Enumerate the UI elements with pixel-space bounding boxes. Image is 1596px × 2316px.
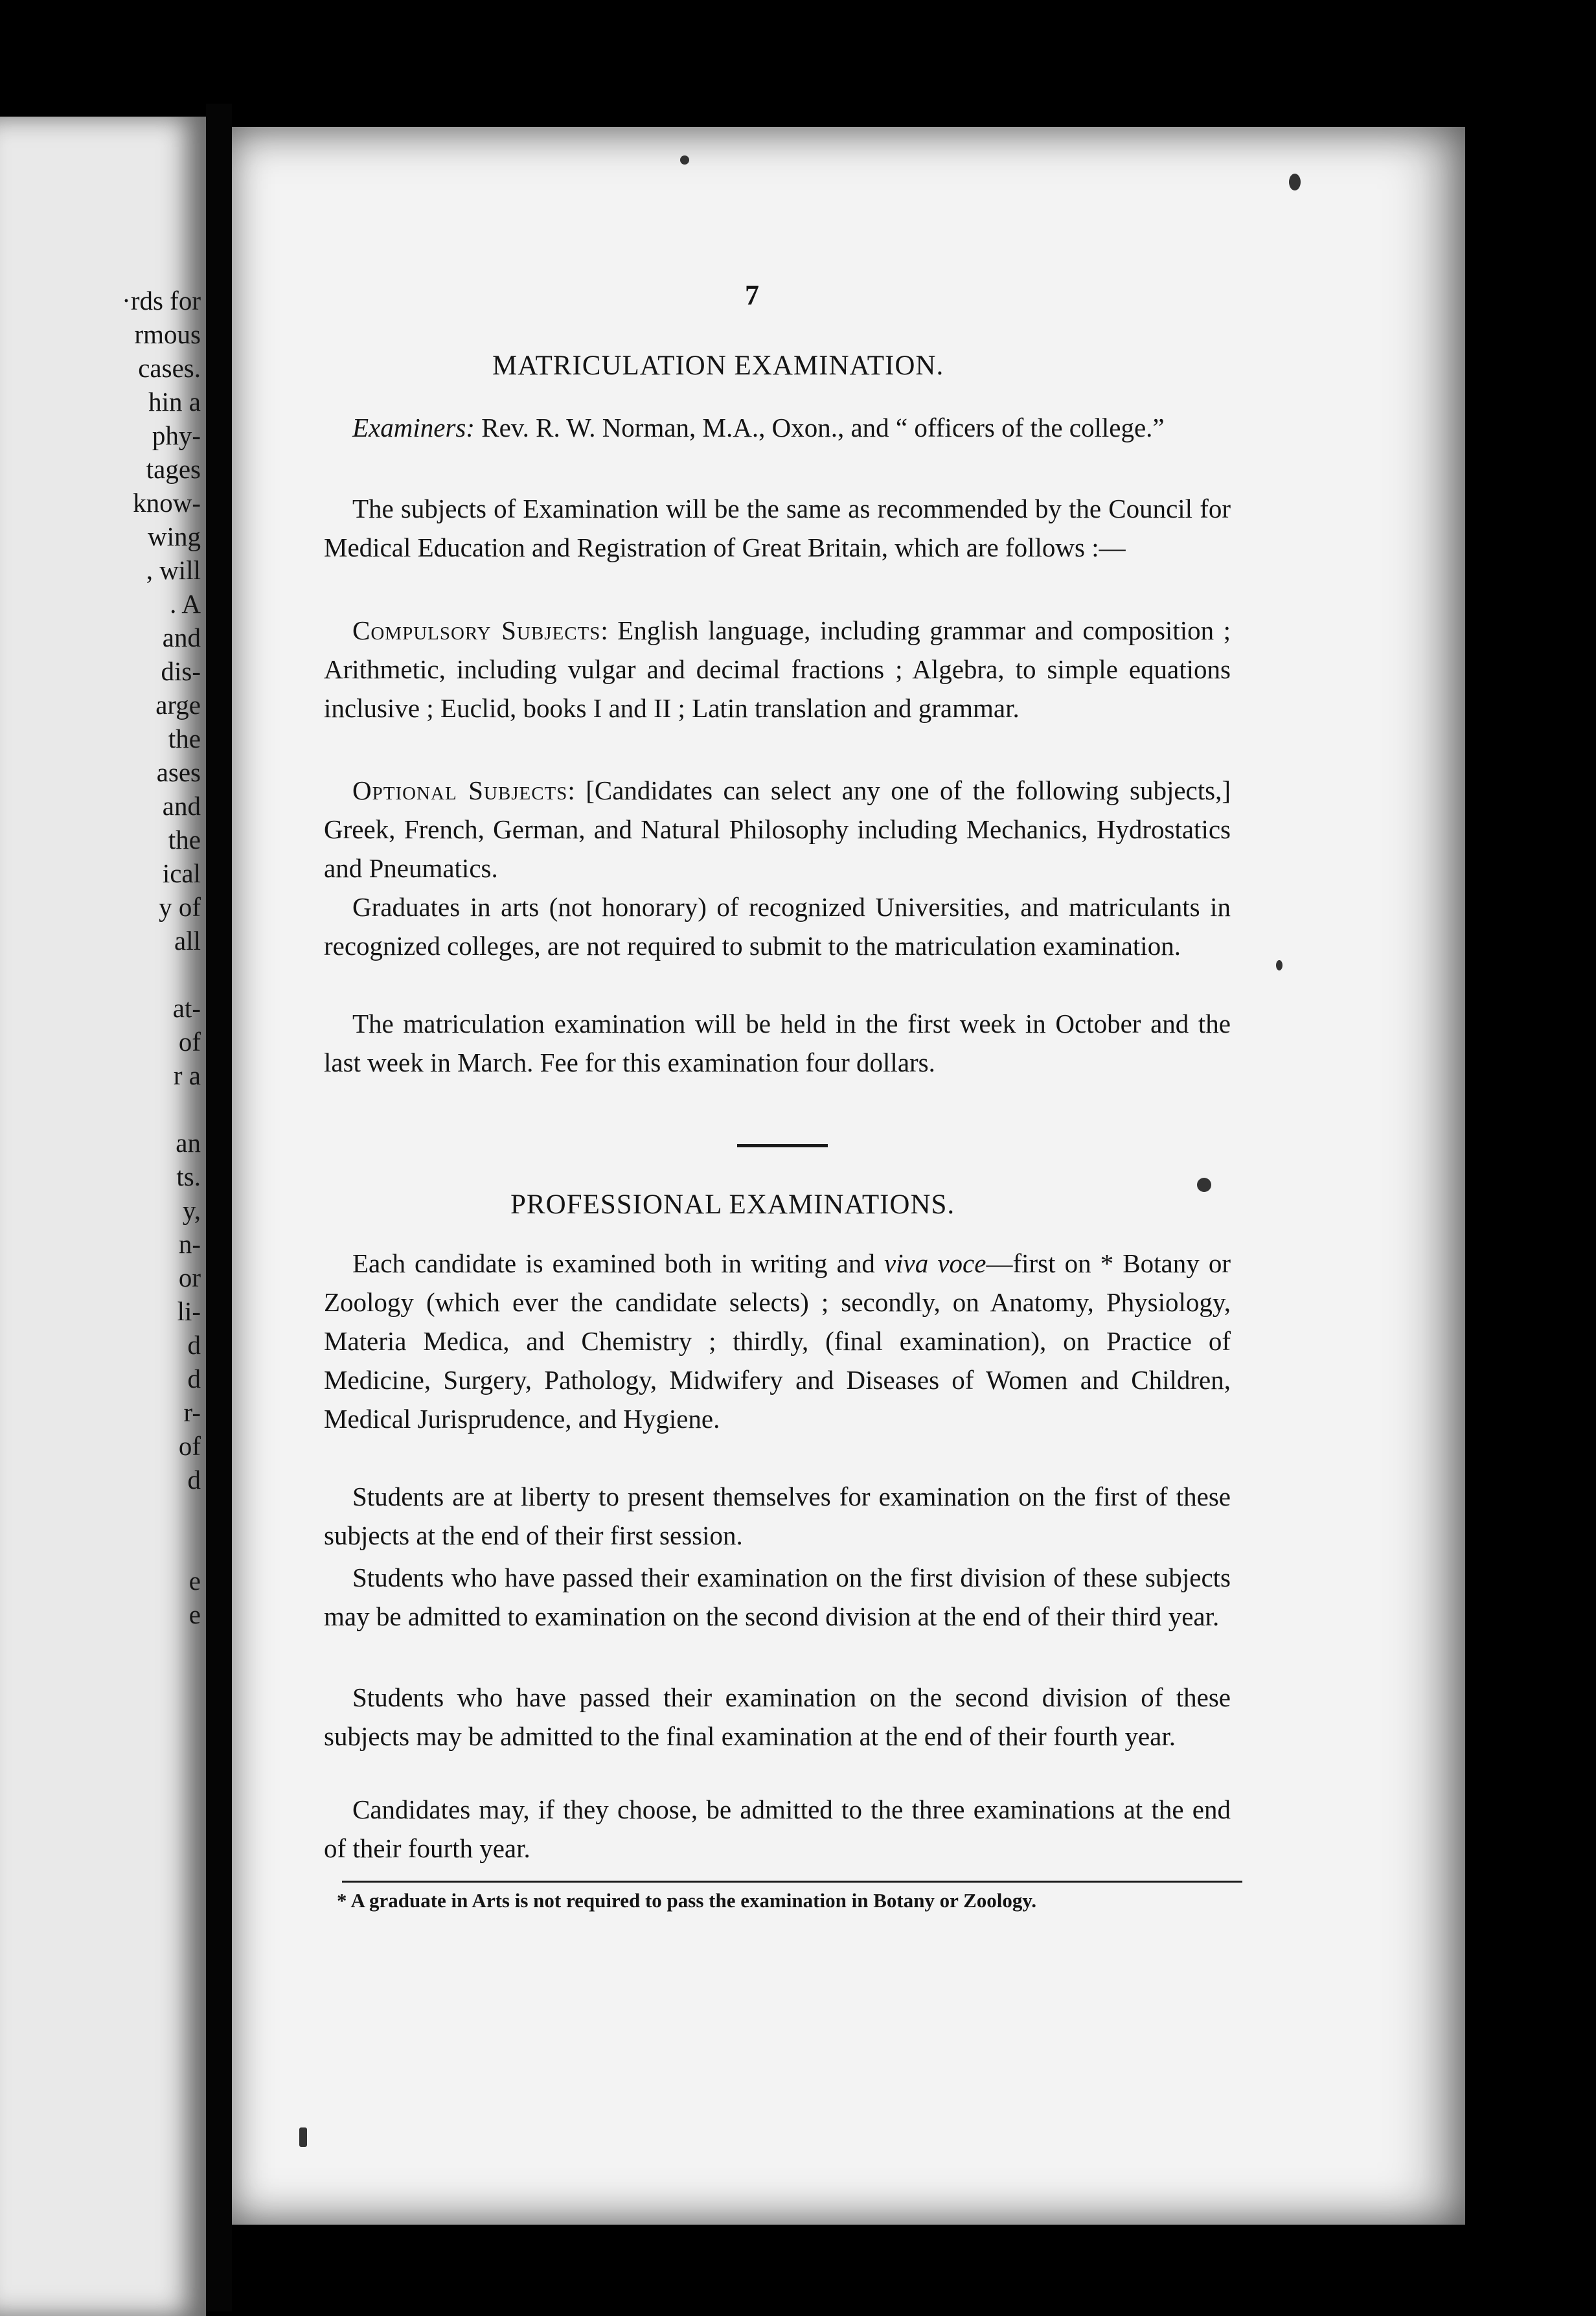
professional-paragraph-1 <box>324 1244 1231 1438</box>
scan-speck <box>1289 174 1301 190</box>
left-page-line: ases <box>156 757 201 787</box>
professional-paragraph-4: Students who have passed their examination on the second division of these subjects may be admitted to the final examination at the end of their fourth year. <box>324 1682 1231 1751</box>
examiners-label: Examiners: <box>352 413 475 442</box>
left-page-line: tages <box>146 454 201 484</box>
footnote-rule <box>342 1881 1242 1883</box>
left-page-line: dis- <box>161 656 201 686</box>
professional-paragraph-2: Students are at liberty to present themselves for examination on the first of these subjects at the end of their first session. <box>324 1482 1231 1550</box>
left-page-line: ·rds for <box>122 286 201 315</box>
optional-text: : [Candidates can select any one of the following subjects,] Greek, French, German, and Natural Philosophy including Mechanics, Hydrostatics and Pneumatics. <box>324 775 1231 883</box>
p1-italic: viva voce <box>884 1248 986 1278</box>
left-page-line: ts. <box>176 1162 201 1191</box>
left-page-line: . A <box>170 589 201 619</box>
left-page-line: y of <box>159 892 201 922</box>
graduates-paragraph: Graduates in arts (not honorary) of recognized Universities, and matriculants in recognized colleges, are not required to submit to the matriculation examination. <box>324 892 1231 961</box>
p1-rest: —first on * Botany or Zoology (which ever the candidate selects) ; secondly, on Anatomy, Physiology, Materia Medica, and Chemistry ; thirdly, (final examination), on Practice of Medicine, Surgery, Pathology, Midwifery and Diseases of Women and Children, Medical Jurisprudence, and Hygiene. <box>324 1248 1231 1434</box>
section-divider <box>737 1144 828 1147</box>
scan-speck <box>1276 960 1282 970</box>
left-page-line: r- <box>183 1397 201 1427</box>
left-page-line: an <box>176 1128 201 1158</box>
compulsory-text: : English language, including grammar and composition ; Arithmetic, including vulgar and decimal fractions ; Algebra, to simple equations inclusive ; Euclid, books I and II ; Latin translation and grammar. <box>324 615 1231 723</box>
left-page-line: rmous <box>134 319 201 349</box>
left-page-line: know- <box>133 488 201 518</box>
left-page-line: e <box>188 1566 201 1596</box>
left-page-line: d <box>187 1465 201 1495</box>
examiners-paragraph <box>324 408 1231 447</box>
p1-start: Each candidate is examined both in writing and <box>352 1248 884 1278</box>
left-page-line: li- <box>177 1296 201 1326</box>
left-page-line: d <box>187 1330 201 1360</box>
scan-speck <box>1197 1178 1211 1192</box>
left-page-line: e <box>188 1599 201 1629</box>
scan-speck <box>680 155 689 165</box>
left-page-line: n- <box>178 1229 201 1259</box>
left-page-line: the <box>168 724 201 753</box>
professional-heading: PROFESSIONAL EXAMINATIONS. <box>510 1189 955 1220</box>
page-number: 7 <box>745 279 759 311</box>
left-page-line: wing <box>148 522 201 551</box>
book-gutter <box>206 104 232 2311</box>
left-page-line: of <box>178 1431 201 1461</box>
left-page-line: of <box>178 1027 201 1057</box>
left-page-line: phy- <box>152 420 201 450</box>
left-page-line: ical <box>162 858 201 888</box>
left-page-line: at- <box>172 993 201 1023</box>
left-page-line: and <box>162 791 201 821</box>
scan-speck <box>299 2127 307 2147</box>
examiners-text: Rev. R. W. Norman, M.A., Oxon., and “ officers of the college.” <box>475 413 1165 442</box>
matriculation-heading: MATRICULATION EXAMINATION. <box>492 350 944 381</box>
left-page-line: hin a <box>148 387 201 417</box>
optional-subjects-paragraph <box>324 771 1231 888</box>
left-page-line: , will <box>146 555 201 585</box>
left-page-line: arge <box>155 690 201 720</box>
left-page-line: all <box>174 926 201 956</box>
professional-paragraph-3: Students who have passed their examination on the first division of these subjects may be admitted to examination on the second division at the end of their third year. <box>324 1563 1231 1631</box>
professional-paragraph-5: Candidates may, if they choose, be admitted to the three examinations at the end of their fourth year. <box>324 1794 1231 1863</box>
left-page-line: and <box>162 623 201 652</box>
left-page <box>0 117 206 2316</box>
left-page-line: r a <box>173 1061 201 1090</box>
compulsory-subjects-paragraph <box>324 611 1231 728</box>
left-page-line: cases. <box>138 353 201 383</box>
optional-label: Optional Subjects <box>352 775 568 805</box>
left-page-line: or <box>178 1263 201 1292</box>
schedule-paragraph: The matriculation examination will be held in the first week in October and the last week in March. Fee for this examination four dollars. <box>324 1009 1231 1077</box>
left-page-line: the <box>168 825 201 854</box>
left-page-line: y, <box>182 1195 201 1225</box>
footnote: * A graduate in Arts is not required to pass the examination in Botany or Zoology. <box>337 1889 1036 1912</box>
subjects-intro-paragraph: The subjects of Examination will be the same as recommended by the Council for Medical Education and Registration of Great Britain, which are follows :— <box>324 494 1231 562</box>
compulsory-label: Compulsory Subjects <box>352 615 601 645</box>
left-page-line: d <box>187 1364 201 1393</box>
